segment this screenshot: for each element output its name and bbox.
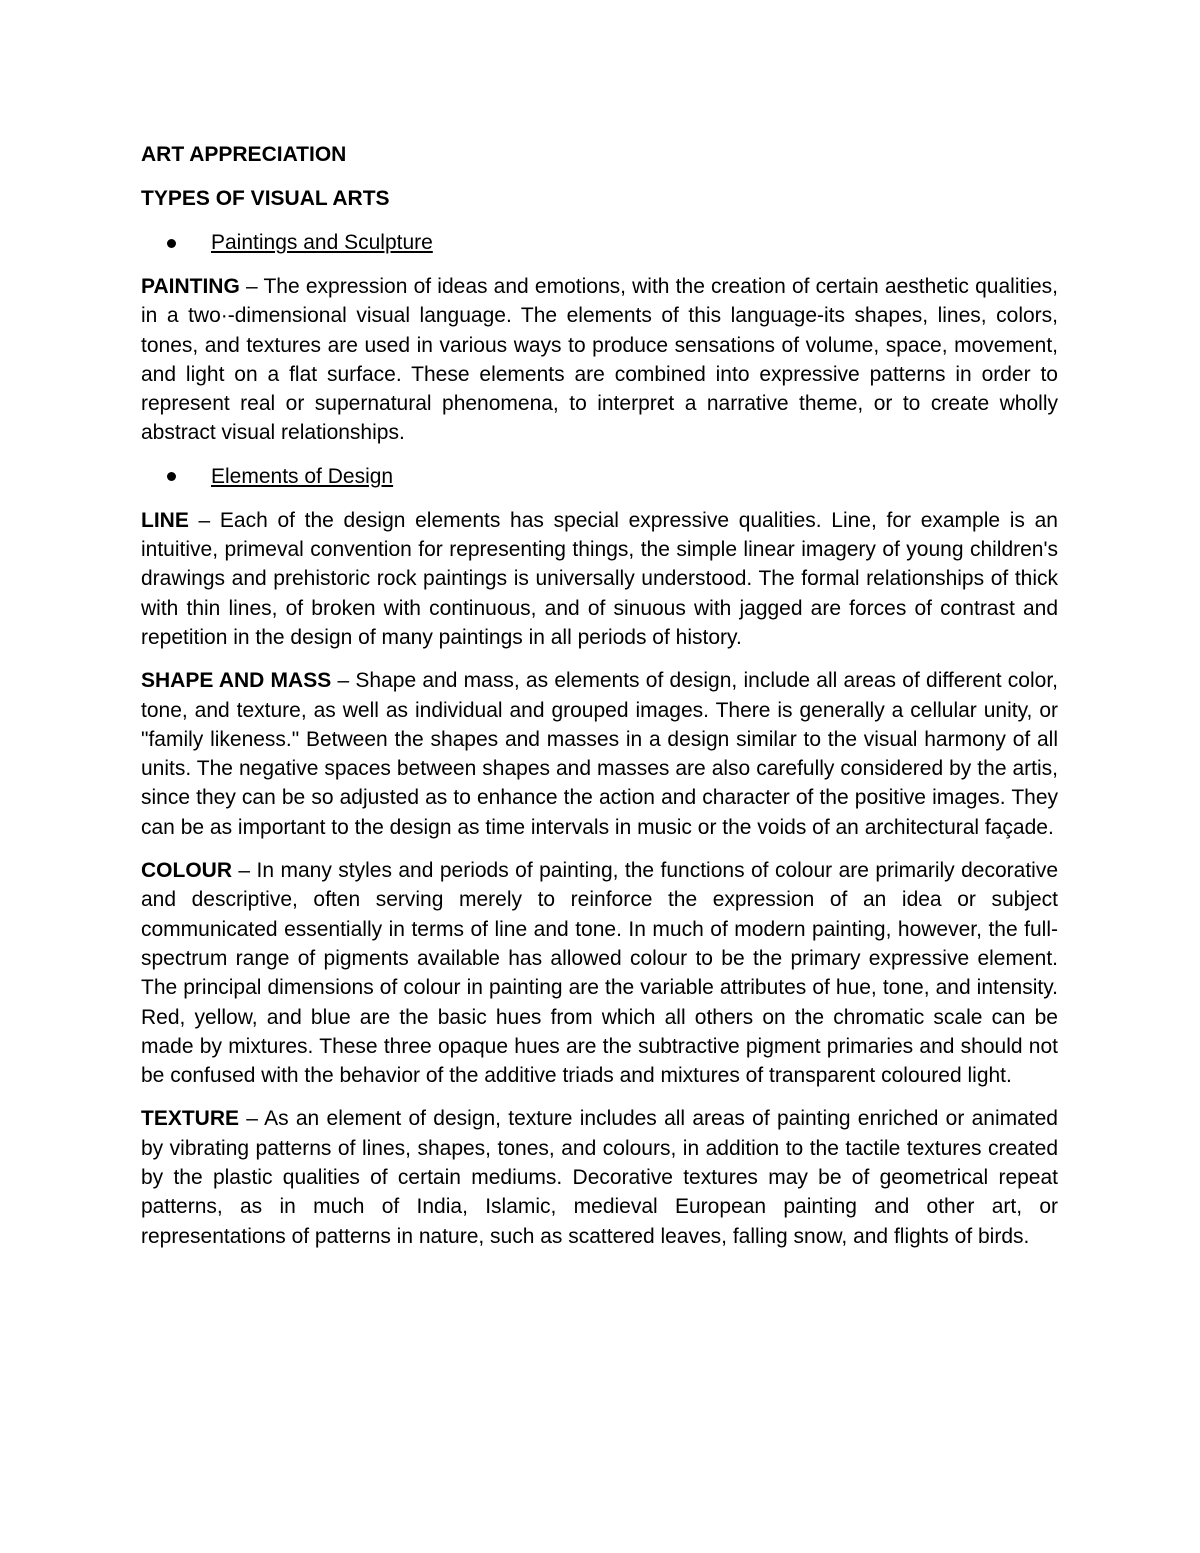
section-text: In many styles and periods of painting, the functions of colour are primarily decorative and descriptive, often serving merely to reinforce the expression of an idea or subject communicated essentially in terms of line and tone. In much of modern painting, however, the full-spectrum range of pigments available has allowed colour to be the primary expressive element. The principal dimensions of colour in painting are the variable attributes of hue, tone, and intensity. Red, yellow, and blue are the basic hues from which all others on the chromatic scale can be made by mixtures. These three opaque hues are the subtractive pigment primaries and should not be confused with the behavior of the additive triads and mixtures of transparent coloured light. xyxy=(141,859,1058,1088)
section-term: PAINTING xyxy=(141,275,240,298)
section-texture xyxy=(141,1104,1058,1250)
section-text: The expression of ideas and emotions, with the creation of certain aesthetic qualities, in a two·-dimensional visual language. The elements of this language-its shapes, lines, colors, tones, and textures are used in various ways to produce sensations of volume, space, movement, and light on a flat surface. These elements are combined into expressive patterns in order to represent real or supernatural phenomena, to interpret a narrative theme, or to create wholly abstract visual relationships. xyxy=(141,275,1059,445)
section-dash: – xyxy=(232,859,257,883)
bullet-item-paintings-sculpture xyxy=(141,228,1058,258)
bullet-dot-icon xyxy=(167,472,176,481)
bullet-label: Elements of Design xyxy=(211,464,394,488)
section-dash: – xyxy=(239,1107,265,1131)
document-subtitle: TYPES OF VISUAL ARTS xyxy=(141,187,390,210)
section-shape-and-mass xyxy=(141,666,1058,842)
section-text: Shape and mass, as elements of design, include all areas of different color, tone, and texture, as well as individual and grouped images. There is generally a cellular unity, or "family likeness." Between the shapes and masses in a design similar to the visual harmony of all units. The negative spaces between shapes and masses are also carefully considered by the artis, since they can be so adjusted as to enhance the action and character of the positive images. They can be as important to the design as time intervals in music or the voids of an architectural façade. xyxy=(141,669,1058,839)
bullet-dot-icon xyxy=(167,239,176,248)
section-dash: – xyxy=(188,508,220,532)
bullet-item-elements-design xyxy=(141,462,1058,492)
bullet-label: Paintings and Sculpture xyxy=(211,231,433,254)
section-text: As an element of design, texture includes all areas of painting enriched or animated by vibrating patterns of lines, shapes, tones, and colours, in addition to the tactile textures created by the plastic qualities of certain mediums. Decorative textures may be of geometrical repeat patterns, as in much of India, Islamic, medieval European painting and other art, or representations of patterns in nature, such as scattered leaves, falling snow, and flights of birds. xyxy=(141,1107,1058,1248)
document-title: ART APPRECIATION xyxy=(141,143,347,166)
section-painting xyxy=(141,272,1058,448)
section-line xyxy=(141,506,1058,652)
section-term: SHAPE AND MASS xyxy=(141,669,332,693)
section-colour xyxy=(141,856,1058,1090)
section-term: LINE xyxy=(141,508,189,532)
section-term: COLOUR xyxy=(141,859,232,883)
section-dash: – xyxy=(239,275,264,298)
document-page xyxy=(141,140,1058,1265)
section-text: Each of the design elements has special expressive qualities. Line, for example is an intuitive, primeval convention for representing things, the simple linear imagery of young children's drawings and prehistoric rock paintings is universally understood. The formal relationships of thick with thin lines, of broken with continuous, and of sinuous with jagged are forces of contrast and repetition in the design of many paintings in all periods of history. xyxy=(141,508,1058,649)
section-term: TEXTURE xyxy=(141,1107,240,1131)
section-dash: – xyxy=(331,669,356,693)
